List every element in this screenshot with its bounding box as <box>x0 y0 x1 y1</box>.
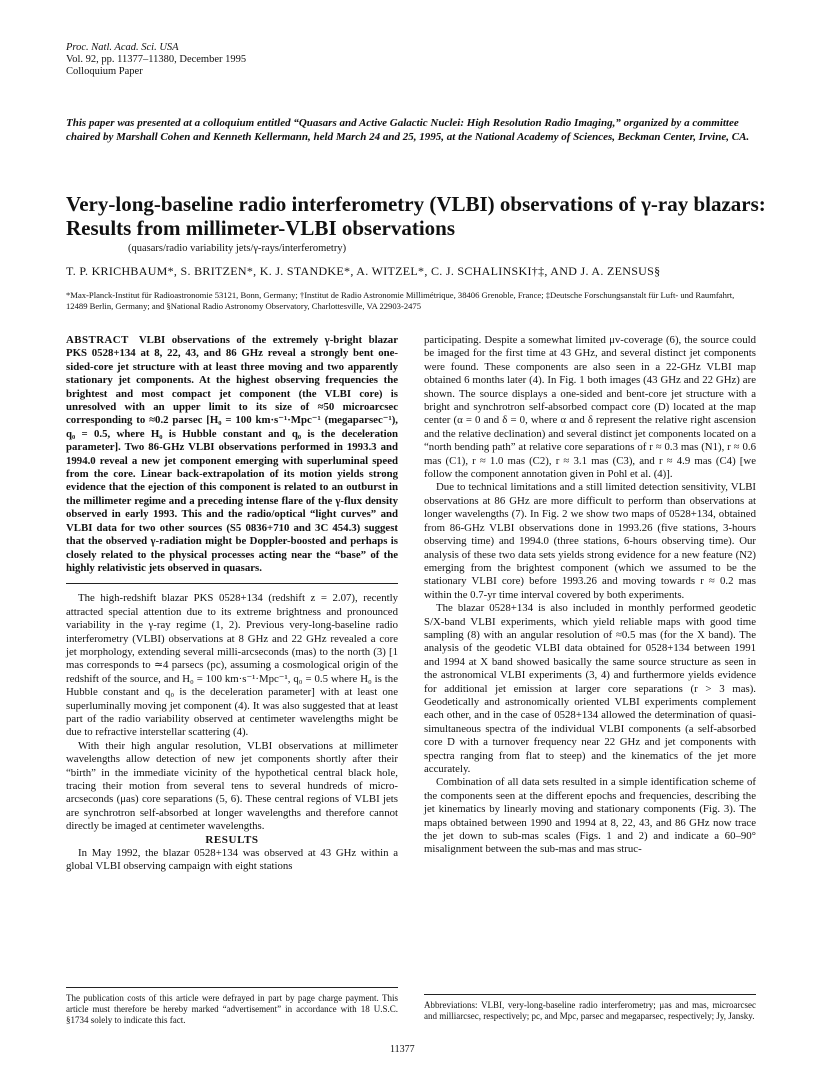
abstract-label: ABSTRACT <box>66 334 129 346</box>
page-number: 11377 <box>390 1044 415 1055</box>
paper-type: Colloquium Paper <box>66 66 143 77</box>
section-heading-results: RESULTS <box>205 833 259 846</box>
body-paragraph: participating. Despite a somewhat limited μv-coverage (6), the source could be imaged for the first time at 43 GHz, and several distinct jet components were found. These components are also seen in a 22-GHz VLBI map obtained 6 months later (4). In Fig. 1 both images (43 GHz and 22 GHz) are shown. The source displays a one-sided and bent-core jet structure with a bright and synchrotron self-absorbed compact core (D) located at the map center (α = 0 and δ = 0, where α and δ represent the relative right ascension and the relative declination) and several distinct jet components located on a “north bending path” at relative core separations of r ≈ 0.3 mas (N1), r ≈ 0.6 mas (C1), r ≈ 1.0 mas (C2), r ≈ 3.1 mas (C3), and r ≈ 4.9 mas (C4) [we follow the component annotation given in Pohl et al. (4)]. <box>424 334 756 481</box>
abstract-text: VLBI observations of the extremely γ-bright blazar PKS 0528+134 at 8, 22, 43, and 86 GHz reveal a strongly bent one-sided-core jet structure with at least three moving and two apparently stationary jet components. At the highest observing frequencies the brightest and most compact jet component (the VLBI core) is unresolved with an upper limit to its size of ≈50 microarcsec corresponding to ≈0.2 parsec [H₀ = 100 km·s⁻¹·Mpc⁻¹ (megaparsec⁻¹), q₀ = 0.5, where H₀ is Hubble constant and q₀ is the deceleration parameter]. Two 86-GHz VLBI observations performed in 1993.3 and 1994.0 reveal a new jet component emerging with superluminal speed from the core. Linear back-extrapolation of its motion yields strong evidence that the ejection of this component is related to an outburst in the millimeter regime and a preceding intense flare of the γ-flux density observed in early 1993. This and the radio/optical “light curves” and VLBI data for two other sources (S5 0836+710 and 3C 454.3) suggest that the observed γ-radiation might be Doppler-boosted and perhaps is closely related to the physical processes acting near the “base” of the highly relativistic jets observed in quasars. <box>66 334 398 574</box>
keywords: (quasars/radio variability jets/γ-rays/interferometry) <box>128 243 347 254</box>
body-paragraph: With their high angular resolution, VLBI observations at millimeter wavelengths allow detection of new jet components shortly after their “birth” in the immediate vicinity of the hypothetical central black hole, tracing their motion from several tens to several hundreds of micro-arcseconds (μas) core separations (5, 6). These central regions of VLBI jets are synchrotron self-absorbed at longer wavelengths and therefore cannot directly be imaged at centimeter wavelengths. <box>66 739 398 833</box>
right-column <box>424 334 756 857</box>
body-paragraph: Due to technical limitations and a still limited detection sensitivity, VLBI observations at 86 GHz are more difficult to perform than observations at longer wavelengths (7). In Fig. 2 we show two maps of 0528+134, obtained from 86-GHz VLBI observations done in 1993.26 (five stations, 3-hours observing time) and 1994.0 (three stations, 6-hours observing time). Our analysis of these two data sets yields strong evidence for a new feature (N2) emerging from the brightest component (which we assumed to be the stationary VLBI core) before 1993.26 and moving towards r ≈ 0.2 mas within the 0.7-yr time interval covered by both experiments. <box>424 481 756 601</box>
journal-name: Proc. Natl. Acad. Sci. USA <box>66 42 179 53</box>
abbreviations-note: Abbreviations: VLBI, very-long-baseline radio interferometry; μas and mas, microarcsec and milliarcsec, respectively; pc, and Mpc, parsec and megaparsec, respectively; Jy, Jansky. <box>424 1000 756 1021</box>
left-column <box>66 334 398 874</box>
footnote-divider <box>66 987 398 988</box>
colloquium-note: This paper was presented at a colloquium entitled “Quasars and Active Galactic Nuclei: High Resolution Radio Imaging,” organized by a committee chaired by Marshall Cohen and Kenneth Kellermann, held March 24 and 25, 1995, at the National Academy of Sciences, Beckman Center, Irvine, CA. <box>66 117 750 143</box>
author-list: T. P. KRICHBAUM*, S. BRITZEN*, K. J. STANDKE*, A. WITZEL*, C. J. SCHALINSKI†‡, AND J. A. ZENSUS§ <box>66 264 661 278</box>
journal-header <box>66 42 246 78</box>
publication-cost-note: The publication costs of this article were defrayed in part by page charge payment. This article must therefore be hereby marked “advertisement” in accordance with 18 U.S.C. §1734 solely to indicate this fact. <box>66 993 398 1025</box>
body-paragraph: The high-redshift blazar PKS 0528+134 (redshift z = 2.07), recently attracted special attention due to its extreme brightness and pronounced variability in the γ-ray regime (1, 2). Previous very-long-baseline radio interferometry (VLBI) observations at 8 GHz and 22 GHz revealed a core jet morphology, extending several milli-arcseconds (mas) to the north (3) [1 mas corresponds to ≃4 parsecs (pc), assuming a cosmological origin of the redshift of the source, and H₀ = 100 km·s⁻¹·Mpc⁻¹, q₀ = 0.5 where H₀ is the Hubble constant and q₀ is the deceleration parameter] with at least one superluminally moving jet component (4). It was also suggested that at least part of the radio variability observed at centimeter wavelengths might be due to refractive interstellar scattering (4). <box>66 592 398 739</box>
affiliations: *Max-Planck-Institut für Radioastronomie 53121, Bonn, Germany; †Institut de Radio Astronomie Millimétrique, 38406 Grenoble, France; ‡Deutsche Forschungsanstalt für Luft- und Raumfahrt, 12489 Berlin, Germany; and §National Radio Astronomy Observatory, Charlottesville, VA 22903-2475 <box>66 290 735 311</box>
body-paragraph: Combination of all data sets resulted in a simple identification scheme of the components seen at the different epochs and frequencies, describing the jet kinematics by linearly moving and stationary components (Fig. 3). The maps obtained between 1990 and 1994 at 8, 22, 43, and 86 GHz now trace the jet down to sub-mas scales (Figs. 1 and 2) and indicate a 60–90° misalignment between the sub-mas and mas struc- <box>424 776 756 856</box>
body-paragraph: The blazar 0528+134 is also included in monthly performed geodetic S/X-band VLBI experiments, which yield reliable maps with good time sampling (8) with an angular resolution of ≈0.5 mas (for the X band). The analysis of the geodetic VLBI data obtained for 0528+134 between 1991 and 1994 at X band showed basically the same source structure as seen in the astronomical VLBI experiments (3, 4) and furthermore yields evidence for additional jet emission at larger core separations (r > 3 mas). Geodetically and astronomically oriented VLBI experiments complement each other, and in the case of 0528+134 allowed the determination of quasi-simultaneous spectra of the individual VLBI components (a self-absorbed core D with a turnover frequency near 22 GHz and jet components with spectra ranging from flat to steep) and the kinematics of the jet more accurately. <box>424 602 756 775</box>
body-paragraph: In May 1992, the blazar 0528+134 was observed at 43 GHz within a global VLBI observing campaign with eight stations <box>66 847 398 873</box>
abstract <box>66 334 398 575</box>
volume-line: Vol. 92, pp. 11377–11380, December 1995 <box>66 54 247 65</box>
abstract-divider <box>66 583 398 584</box>
paper-title: Very-long-baseline radio interferometry (VLBI) observations of γ-ray blazars: Results from millimeter-VLBI observations <box>66 192 766 240</box>
footnote-divider <box>424 994 756 995</box>
